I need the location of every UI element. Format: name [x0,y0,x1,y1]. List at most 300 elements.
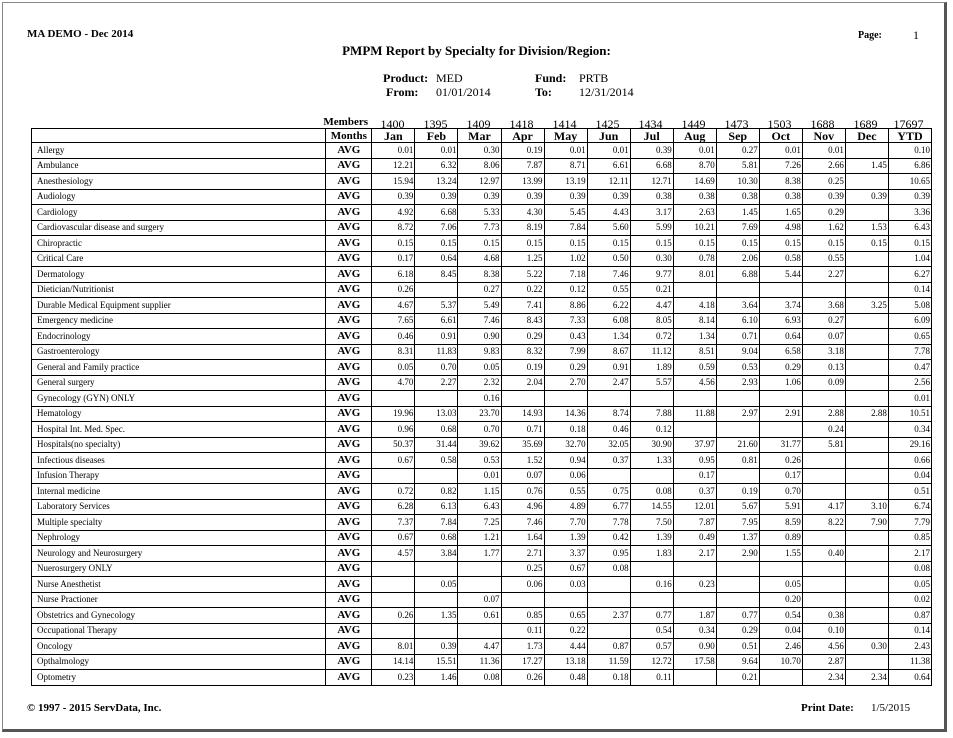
value-cell: 0.39 [544,189,587,205]
value-cell: 19.96 [372,406,415,422]
value-cell: 1.64 [501,530,544,546]
members-value: 1473 [724,117,749,131]
value-cell: 4.30 [501,205,544,221]
value-cell: 8.74 [587,406,630,422]
value-cell: 6.28 [372,499,415,515]
value-cell: 14.14 [372,654,415,670]
value-cell [716,468,759,484]
avg-label: AVG [326,437,372,453]
value-cell: 11.88 [673,406,716,422]
value-cell: 0.11 [630,670,673,686]
value-cell: 8.05 [630,313,673,329]
value-cell: 0.48 [544,670,587,686]
value-cell: 3.18 [802,344,845,360]
value-cell: 0.87 [888,608,931,624]
value-cell: 5.81 [802,437,845,453]
avg-label: AVG [326,298,372,314]
specialty-name: Anesthesiology [32,174,326,190]
value-cell: 7.26 [759,158,802,174]
value-cell [845,422,888,438]
avg-label: AVG [326,189,372,205]
value-cell: 1.83 [630,546,673,562]
value-cell: 0.87 [587,639,630,655]
value-cell [415,561,458,577]
avg-label: AVG [326,375,372,391]
value-cell [845,375,888,391]
value-cell [845,608,888,624]
value-cell: 6.68 [415,205,458,221]
table-row [32,654,932,670]
value-cell: 1.39 [544,530,587,546]
value-cell: 0.08 [458,670,501,686]
value-cell: 0.57 [630,639,673,655]
members-value: 1395 [423,117,448,131]
specialty-name: Allergy [32,143,326,159]
value-cell: 0.67 [372,453,415,469]
value-cell: 0.26 [372,608,415,624]
value-cell: 4.17 [802,499,845,515]
specialty-name: Hospital Int. Med. Spec. [32,422,326,438]
value-cell: 11.38 [888,654,931,670]
value-cell: 0.27 [458,282,501,298]
value-cell: 0.11 [501,623,544,639]
members-value: 1425 [595,117,620,131]
value-cell [759,391,802,407]
value-cell: 6.22 [587,298,630,314]
value-cell: 0.66 [888,453,931,469]
value-cell: 7.41 [501,298,544,314]
to-label: To: [535,85,552,99]
table-row [32,344,932,360]
specialty-name: Nephrology [32,530,326,546]
value-cell [845,205,888,221]
table-row [32,267,932,283]
avg-label: AVG [326,592,372,608]
value-cell: 0.38 [759,189,802,205]
specialty-name: Chiropractic [32,236,326,252]
avg-label: AVG [326,282,372,298]
month-header: Jun [587,129,630,143]
value-cell: 0.64 [415,251,458,267]
value-cell: 5.45 [544,205,587,221]
value-cell: 0.13 [802,360,845,376]
value-cell: 1.33 [630,453,673,469]
value-cell: 4.43 [587,205,630,221]
value-cell: 0.85 [501,608,544,624]
value-cell: 5.49 [458,298,501,314]
specialty-name: Occupational Therapy [32,623,326,639]
value-cell: 0.42 [587,530,630,546]
value-cell: 14.55 [630,499,673,515]
value-cell: 0.27 [716,143,759,159]
value-cell: 0.15 [458,236,501,252]
value-cell: 0.07 [501,468,544,484]
value-cell: 2.63 [673,205,716,221]
members-value: 1689 [853,117,878,131]
value-cell: 7.69 [716,220,759,236]
value-cell: 0.70 [458,422,501,438]
value-cell: 0.12 [544,282,587,298]
value-cell: 0.46 [587,422,630,438]
value-cell: 0.17 [372,251,415,267]
value-cell: 0.22 [544,623,587,639]
table-row [32,158,932,174]
month-header: Feb [415,129,458,143]
table-row [32,251,932,267]
value-cell: 0.95 [587,546,630,562]
value-cell: 10.30 [716,174,759,190]
value-cell: 3.10 [845,499,888,515]
value-cell: 0.51 [888,484,931,500]
value-cell: 7.90 [845,515,888,531]
value-cell: 0.10 [802,623,845,639]
value-cell: 39.62 [458,437,501,453]
value-cell: 10.65 [888,174,931,190]
value-cell: 0.30 [458,143,501,159]
value-cell: 0.18 [544,422,587,438]
members-value: 1418 [509,117,534,131]
avg-label: AVG [326,561,372,577]
value-cell [673,282,716,298]
value-cell [759,561,802,577]
value-cell [802,530,845,546]
value-cell: 0.01 [759,143,802,159]
table-row [32,313,932,329]
value-cell: 5.91 [759,499,802,515]
avg-label: AVG [326,313,372,329]
value-cell: 6.32 [415,158,458,174]
value-cell: 0.53 [716,360,759,376]
value-cell: 8.01 [673,267,716,283]
value-cell [802,468,845,484]
specialty-name: Cardiovascular disease and surgery [32,220,326,236]
value-cell [802,453,845,469]
value-cell: 2.88 [845,406,888,422]
value-cell: 0.15 [415,236,458,252]
value-cell [845,282,888,298]
value-cell [587,391,630,407]
value-cell: 12.01 [673,499,716,515]
value-cell: 0.39 [501,189,544,205]
value-cell: 8.22 [802,515,845,531]
value-cell: 2.46 [759,639,802,655]
value-cell: 11.36 [458,654,501,670]
value-cell: 2.93 [716,375,759,391]
specialty-name: Durable Medical Equipment supplier [32,298,326,314]
value-cell: 0.01 [458,468,501,484]
avg-label: AVG [326,468,372,484]
value-cell: 0.19 [501,143,544,159]
value-cell: 0.40 [802,546,845,562]
value-cell [458,577,501,593]
avg-label: AVG [326,577,372,593]
value-cell [544,391,587,407]
value-cell: 0.39 [458,189,501,205]
avg-label: AVG [326,422,372,438]
value-cell: 7.65 [372,313,415,329]
value-cell [802,484,845,500]
pmpm-table [31,128,932,686]
value-cell [845,174,888,190]
value-cell [673,561,716,577]
specialty-name: Multiple specialty [32,515,326,531]
value-cell: 4.57 [372,546,415,562]
value-cell: 0.49 [673,530,716,546]
value-cell: 0.16 [458,391,501,407]
value-cell: 31.77 [759,437,802,453]
table-row [32,220,932,236]
value-cell: 7.87 [673,515,716,531]
value-cell: 4.56 [802,639,845,655]
to-value: 12/31/2014 [579,85,634,99]
value-cell: 0.81 [716,453,759,469]
value-cell: 6.43 [888,220,931,236]
from-label: From: [386,85,419,99]
value-cell [630,592,673,608]
value-cell: 0.55 [544,484,587,500]
value-cell: 8.71 [544,158,587,174]
specialty-name: Oncology [32,639,326,655]
table-row [32,298,932,314]
value-cell [716,577,759,593]
value-cell: 0.51 [716,639,759,655]
copyright: © 1997 - 2015 ServData, Inc. [27,702,162,714]
specialty-name: Infusion Therapy [32,468,326,484]
value-cell: 0.15 [673,236,716,252]
value-cell: 2.90 [716,546,759,562]
value-cell: 8.67 [587,344,630,360]
value-cell: 0.07 [802,329,845,345]
value-cell [673,422,716,438]
value-cell: 12.21 [372,158,415,174]
value-cell: 0.04 [888,468,931,484]
value-cell: 0.77 [630,608,673,624]
value-cell: 0.78 [673,251,716,267]
value-cell: 5.57 [630,375,673,391]
specialty-name: Audiology [32,189,326,205]
value-cell [415,468,458,484]
value-cell: 0.72 [630,329,673,345]
value-cell: 10.51 [888,406,931,422]
value-cell [845,561,888,577]
months-header: Months [326,129,372,143]
value-cell: 0.02 [888,592,931,608]
value-cell: 0.06 [501,577,544,593]
avg-label: AVG [326,608,372,624]
value-cell: 2.56 [888,375,931,391]
specialty-name: Cardiology [32,205,326,221]
value-cell: 1.46 [415,670,458,686]
specialty-name: Dermatology [32,267,326,283]
value-cell: 1.52 [501,453,544,469]
table-row [32,406,932,422]
value-cell: 2.97 [716,406,759,422]
avg-label: AVG [326,329,372,345]
value-cell: 7.78 [587,515,630,531]
value-cell [845,251,888,267]
value-cell: 0.21 [630,282,673,298]
value-cell: 0.23 [673,577,716,593]
avg-label: AVG [326,360,372,376]
value-cell: 0.64 [888,670,931,686]
value-cell: 1.73 [501,639,544,655]
value-cell [372,391,415,407]
value-cell: 6.09 [888,313,931,329]
value-cell: 14.69 [673,174,716,190]
value-cell: 4.96 [501,499,544,515]
members-value: 1449 [681,117,706,131]
value-cell [845,577,888,593]
value-cell: 0.55 [802,251,845,267]
value-cell: 7.99 [544,344,587,360]
value-cell: 0.65 [544,608,587,624]
value-cell: 2.37 [587,608,630,624]
value-cell: 0.20 [759,592,802,608]
fund-value: PRTB [579,71,609,85]
value-cell: 8.59 [759,515,802,531]
value-cell: 2.17 [673,546,716,562]
value-cell [845,546,888,562]
value-cell [759,670,802,686]
avg-label: AVG [326,143,372,159]
month-header: YTD [888,129,931,143]
value-cell: 17.27 [501,654,544,670]
value-cell: 0.01 [673,143,716,159]
value-cell: 0.71 [716,329,759,345]
value-cell: 0.53 [458,453,501,469]
value-cell: 0.15 [501,236,544,252]
value-cell [845,267,888,283]
table-row [32,670,932,686]
value-cell [845,468,888,484]
table-row [32,453,932,469]
value-cell [845,592,888,608]
value-cell: 7.88 [630,406,673,422]
value-cell: 1.77 [458,546,501,562]
value-cell [415,592,458,608]
value-cell: 1.55 [759,546,802,562]
value-cell: 3.84 [415,546,458,562]
value-cell: 7.50 [630,515,673,531]
value-cell: 2.06 [716,251,759,267]
value-cell: 0.26 [759,453,802,469]
value-cell [845,530,888,546]
value-cell: 4.47 [458,639,501,655]
value-cell: 0.39 [372,189,415,205]
value-cell: 9.04 [716,344,759,360]
value-cell: 0.39 [587,189,630,205]
value-cell: 0.10 [888,143,931,159]
table-row [32,608,932,624]
value-cell: 4.70 [372,375,415,391]
value-cell: 8.38 [458,267,501,283]
product-label: Product: [383,71,429,85]
value-cell [458,561,501,577]
value-cell: 0.38 [716,189,759,205]
value-cell: 0.01 [415,143,458,159]
value-cell: 6.58 [759,344,802,360]
value-cell: 9.83 [458,344,501,360]
value-cell: 1.15 [458,484,501,500]
table-row [32,546,932,562]
value-cell: 0.05 [888,577,931,593]
value-cell: 0.14 [888,282,931,298]
value-cell: 5.99 [630,220,673,236]
value-cell [845,313,888,329]
value-cell: 1.04 [888,251,931,267]
value-cell: 0.14 [888,623,931,639]
value-cell: 0.19 [501,360,544,376]
value-cell: 0.01 [802,143,845,159]
value-cell: 6.10 [716,313,759,329]
value-cell: 2.47 [587,375,630,391]
value-cell: 0.37 [673,484,716,500]
value-cell: 0.90 [458,329,501,345]
value-cell: 6.77 [587,499,630,515]
value-cell: 0.43 [544,329,587,345]
specialty-name: Hematology [32,406,326,422]
value-cell: 0.15 [630,236,673,252]
value-cell [415,623,458,639]
value-cell [372,623,415,639]
month-header: Dec [845,129,888,143]
value-cell: 3.36 [888,205,931,221]
specialty-name: General and Family practice [32,360,326,376]
table-row [32,189,932,205]
value-cell: 13.19 [544,174,587,190]
value-cell: 0.05 [458,360,501,376]
value-cell: 4.47 [630,298,673,314]
value-cell: 2.87 [802,654,845,670]
table-row [32,329,932,345]
value-cell: 0.38 [673,189,716,205]
value-cell [415,391,458,407]
value-cell: 0.54 [630,623,673,639]
value-cell: 4.92 [372,205,415,221]
value-cell: 14.93 [501,406,544,422]
value-cell [759,282,802,298]
value-cell: 0.29 [544,360,587,376]
value-cell: 2.88 [802,406,845,422]
members-label: Members [323,116,368,128]
specialty-name: Infectious diseases [32,453,326,469]
value-cell: 7.46 [587,267,630,283]
value-cell: 0.05 [759,577,802,593]
value-cell [802,391,845,407]
value-cell: 8.43 [501,313,544,329]
value-cell: 0.39 [888,189,931,205]
avg-label: AVG [326,205,372,221]
value-cell: 7.79 [888,515,931,531]
value-cell: 9.64 [716,654,759,670]
value-cell: 12.72 [630,654,673,670]
value-cell: 9.77 [630,267,673,283]
value-cell: 0.09 [802,375,845,391]
value-cell: 7.87 [501,158,544,174]
value-cell: 5.81 [716,158,759,174]
value-cell: 7.46 [501,515,544,531]
value-cell: 0.68 [415,530,458,546]
month-header: Nov [802,129,845,143]
value-cell [845,453,888,469]
value-cell: 4.68 [458,251,501,267]
value-cell: 2.04 [501,375,544,391]
avg-label: AVG [326,639,372,655]
value-cell: 1.02 [544,251,587,267]
value-cell: 0.75 [587,484,630,500]
value-cell: 7.18 [544,267,587,283]
value-cell: 0.25 [802,174,845,190]
